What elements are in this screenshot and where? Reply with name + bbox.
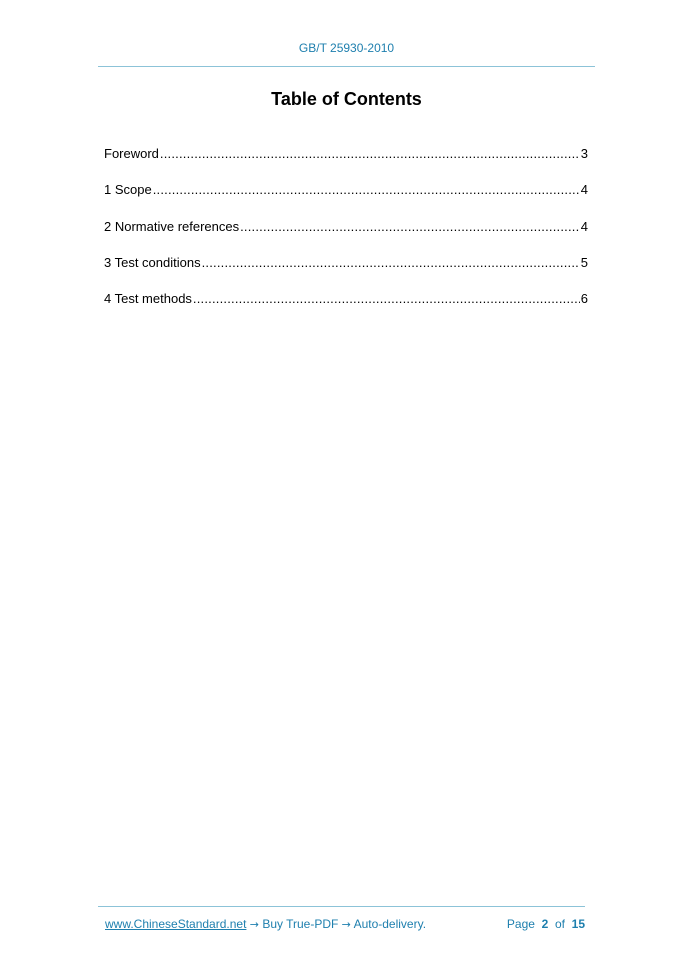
document-standard-code: GB/T 25930-2010 (298, 41, 395, 55)
toc-entry-test-methods[interactable] (104, 291, 588, 327)
toc-entry-test-conditions[interactable] (104, 255, 588, 291)
toc-entry-label: Foreword (104, 146, 159, 161)
buy-true-pdf-text: Buy True-PDF (258, 917, 342, 931)
toc-entry-label: 2 Normative references (104, 218, 240, 234)
current-page: 2 (541, 917, 549, 931)
toc-entry-page: 4 (580, 182, 588, 198)
toc-entry-page: 6 (580, 291, 588, 307)
toc-dot-leader (160, 146, 580, 161)
toc-entry-foreword[interactable] (104, 146, 588, 182)
of-word: of (554, 917, 565, 931)
toc-entry-label: 4 Test methods (104, 291, 192, 307)
footer-divider (98, 906, 585, 907)
site-link[interactable]: www.ChineseStandard.net (105, 917, 247, 931)
toc-dot-leader (240, 219, 580, 234)
toc-entry-page: 4 (580, 218, 588, 234)
right-arrow-icon: → (249, 918, 259, 931)
toc-entry-label: 1 Scope (104, 182, 152, 198)
right-arrow-icon: → (341, 918, 351, 931)
page-word: Page (506, 917, 535, 931)
toc-entry-page: 3 (580, 146, 588, 161)
footer-promo (105, 917, 426, 931)
page-title: Table of Contents (271, 89, 422, 109)
toc-dot-leader (202, 255, 580, 270)
page-number (507, 917, 585, 931)
header-divider (98, 66, 595, 67)
toc-entry-page: 5 (580, 254, 588, 270)
toc-list (104, 146, 588, 327)
toc-entry-normative-references[interactable] (104, 219, 588, 255)
auto-delivery-text: Auto-delivery. (350, 917, 427, 931)
toc-dot-leader (153, 182, 580, 197)
total-pages: 15 (571, 917, 585, 931)
toc-entry-label: 3 Test conditions (104, 254, 201, 270)
toc-dot-leader (193, 291, 580, 306)
toc-entry-scope[interactable] (104, 182, 588, 218)
